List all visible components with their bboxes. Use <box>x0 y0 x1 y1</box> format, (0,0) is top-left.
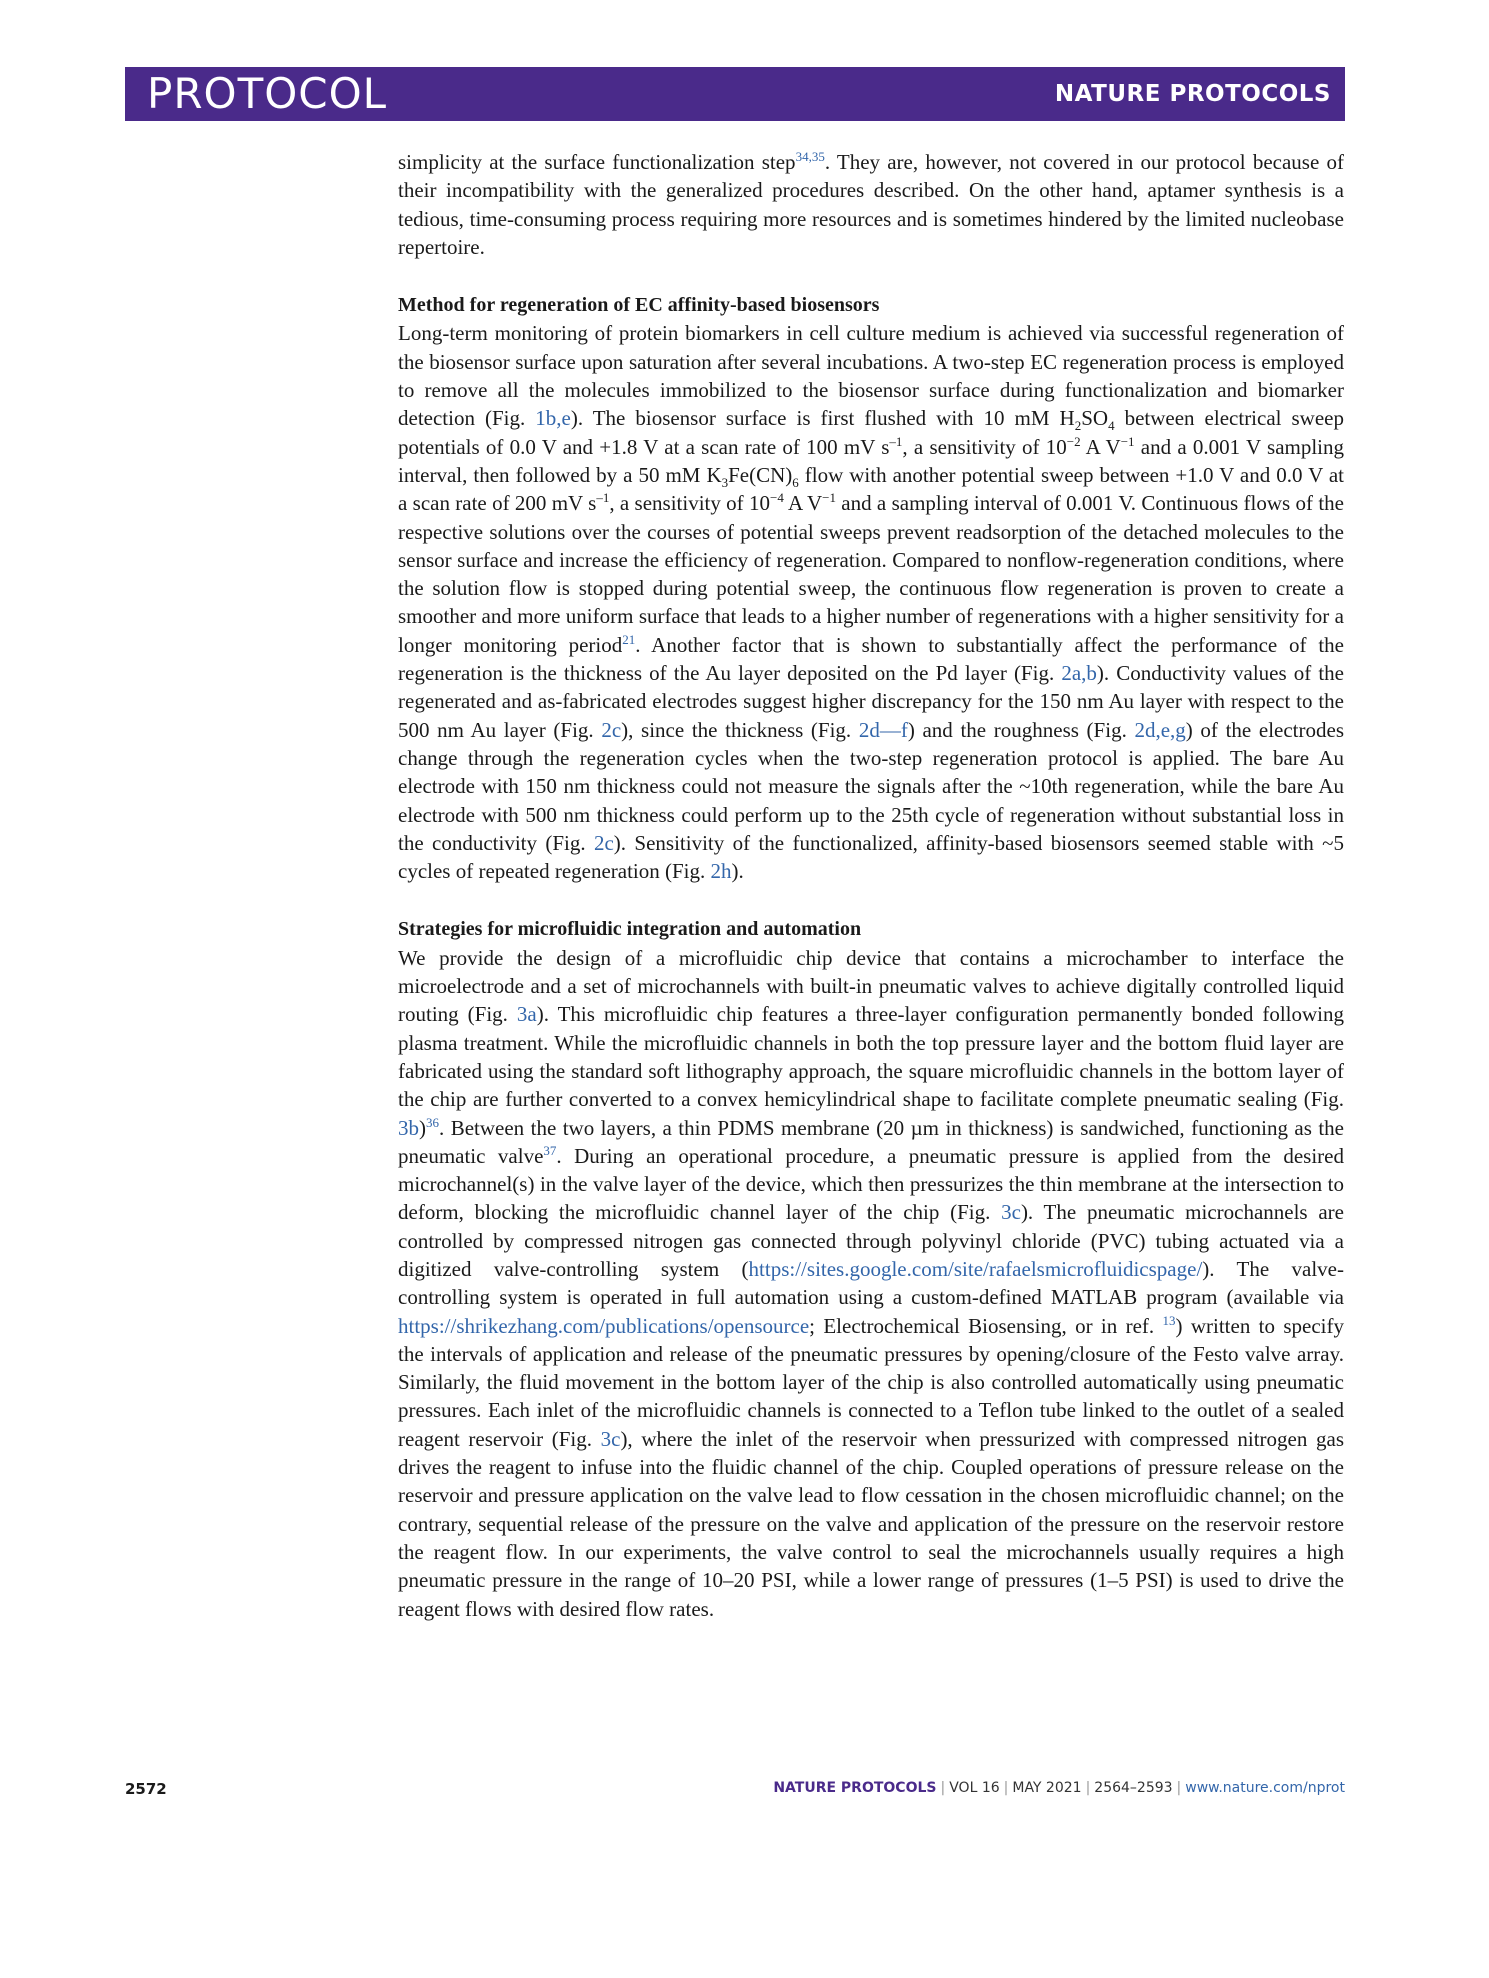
section-heading-microfluidic: Strategies for microfluidic integration and automation <box>398 918 862 941</box>
intro-paragraph: simplicity at the surface functionalization step$^{34,35}$. They are, however, not covered in our protocol because of their incompatibility with the generalized procedures described. On the other hand, aptamer synthesis is a tedious, time-consuming process requiring more resources and is sometimes hindered by the limited nucleobase repertoire. <box>398 149 1344 259</box>
footer-volume: VOL 16 <box>949 1780 1000 1796</box>
external-url-link[interactable]: https://sites.google.com/site/rafaelsmicrofluidicspage/ <box>748 1256 1203 1281</box>
figure-link[interactable]: 2a,b <box>1061 661 1097 686</box>
figure-link[interactable]: 1b,e <box>535 406 571 431</box>
page-number: 2572 <box>125 1780 167 1798</box>
citation-link[interactable]: 34,35 <box>795 149 825 164</box>
microfluidic-paragraph: We provide the design of a microfluidic chip device that contains a microchamber to interface the microelectrode and a set of microchannels with built-in pneumatic valves to achieve digitally controlled liquid routing (Fig. 3a). This microfluidic chip features a three-layer configuration permanently bonded following plasma treatment. While the microfluidic channels in both the top pressure layer and the bottom fluid layer are fabricated using the standard soft lithography approach, the square microfluidic channels in the bottom layer of the chip are further converted to a convex hemicylindrical shape to facilitate complete pneumatic sealing (Fig. 3b)$^{36}$. Between the two layers, a thin PDMS membrane (20 µm in thickness) is sandwiched, functioning as the pneumatic valve$^{37}$. During an operational procedure, a pneumatic pressure is applied from the desired microchannel(s) in the valve layer of the device, which then pressurizes the thin membrane at the intersection to deform, blocking the microfluidic channel layer of the chip (Fig. 3c). The pneumatic microchannels are controlled by compressed nitrogen gas connected through polyvinyl chloride (PVC) tubing actuated via a digitized valve-controlling system (https://sites.google.com/site/rafaelsmicrofluidicspage/). The valve-controlling system is operated in full automation using a custom-defined MATLAB program (available via https://shrikezhang.com/publications/opensource; Electrochemical Biosensing, or in ref. $^{13}$) written to specify the intervals of application and release of the pneumatic pressures by opening/closure of the Festo valve array. Similarly, the fluid movement in the bottom layer of the chip is also controlled automatically using pneumatic pressures. Each inlet of the microfluidic channels is connected to a Teflon tube linked to the outlet of a sealed reagent reservoir (Fig. 3c), where the inlet of the reservoir when pressurized with compressed nitrogen gas drives the reagent to infuse into the fluidic channel of the chip. Coupled operations of pressure release on the reservoir and pressure application on the valve lead to flow cessation in the chosen microfluidic channel; on the contrary, sequential release of the pressure on the valve and application of the pressure on the reservoir restore the reagent flow. In our experiments, the valve control to seal the microchannels usually requires a high pneumatic pressure in the range of 10–20 PSI, while a lower range of pressures (1–5 PSI) is used to drive the reagent flows with desired flow rates. <box>398 945 1345 1621</box>
footer-date: MAY 2021 <box>1012 1780 1082 1796</box>
figure-link[interactable]: 3b <box>398 1115 419 1140</box>
figure-link[interactable]: 2c <box>593 830 614 855</box>
footer-pages: 2564–2593 <box>1094 1780 1173 1796</box>
journal-label: NATURE PROTOCOLS <box>1054 81 1331 107</box>
footer-journal: NATURE PROTOCOLS <box>773 1780 937 1796</box>
citation-link[interactable]: 13 <box>1162 1312 1176 1328</box>
external-url-link[interactable]: https://shrikezhang.com/publications/opensource <box>398 1313 810 1338</box>
figure-link[interactable]: 3a <box>516 1002 537 1027</box>
page-header-bar <box>125 67 1345 121</box>
section-label: PROTOCOL <box>147 69 388 118</box>
figure-link[interactable]: 2d—f <box>858 717 908 742</box>
article-body <box>398 148 1344 1623</box>
figure-link[interactable]: 2d,e,g <box>1134 717 1186 742</box>
section-heading-regeneration: Method for regeneration of EC affinity-based biosensors <box>398 294 880 317</box>
figure-link[interactable]: 3c <box>600 1426 621 1451</box>
citation-link[interactable]: 21 <box>622 631 636 647</box>
footer-citation: NATURE PROTOCOLS | VOL 16 | MAY 2021 | 2564–2593 | www.nature.com/nprot <box>773 1780 1345 1796</box>
footer-url-link[interactable]: www.nature.com/nprot <box>1185 1780 1345 1796</box>
figure-link[interactable]: 2c <box>601 717 622 742</box>
figure-link[interactable]: 3c <box>1001 1200 1021 1225</box>
regeneration-paragraph: Long-term monitoring of protein biomarkers in cell culture medium is achieved via successful regeneration of the biosensor surface upon saturation after several incubations. A two-step EC regeneration process is employed to remove all the molecules immobilized to the biosensor surface during functionalization and biomarker detection (Fig. 1b,e). The biosensor surface is first flushed with 10 mM $H_2SO_4$ between electrical sweep potentials of 0.0 V and +1.8 V at a scan rate of 100 mV $s^{-1}$, a sensitivity of $10^{-2}$ A $V^{-1}$ and a 0.001 V sampling interval, then followed by a 50 mM $K_3Fe(CN)_6$ flow with another potential sweep between +1.0 V and 0.0 V at a scan rate of 200 mV $s^{-1}$, a sensitivity of $10^{-4}$ A $V^{-1}$ and a sampling interval of 0.001 V. Continuous flows of the respective solutions over the courses of potential sweeps prevent readsorption of the detached molecules to the sensor surface and increase the efficiency of regeneration. Compared to nonflow-regeneration conditions, where the solution flow is stopped during potential sweep, the continuous flow regeneration is proven to create a smoother and more uniform surface that leads to a higher number of regenerations with a higher sensitivity for a longer monitoring period$^{21}$. Another factor that is shown to substantially affect the performance of the regeneration is the thickness of the Au layer deposited on the Pd layer (Fig. 2a,b). Conductivity values of the regenerated and as-fabricated electrodes suggest higher discrepancy for the 150 nm Au layer with respect to the 500 nm Au layer (Fig. 2c), since the thickness (Fig. 2d—f) and the roughness (Fig. 2d,e,g) of the electrodes change through the regeneration cycles when the two-step regeneration protocol is applied. The bare Au electrode with 150 nm thickness could not measure the signals after the ~10th regeneration, while the bare Au electrode with 500 nm thickness could perform up to the 25th cycle of regeneration without substantial loss in the conductivity (Fig. 2c). Sensitivity of the functionalized, affinity-based biosensors seemed stable with ~5 cycles of repeated regeneration (Fig. 2h). <box>398 321 1345 884</box>
citation-link[interactable]: 37 <box>543 1142 557 1158</box>
citation-link[interactable]: 36 <box>426 1114 439 1130</box>
figure-link[interactable]: 2h <box>710 859 732 884</box>
